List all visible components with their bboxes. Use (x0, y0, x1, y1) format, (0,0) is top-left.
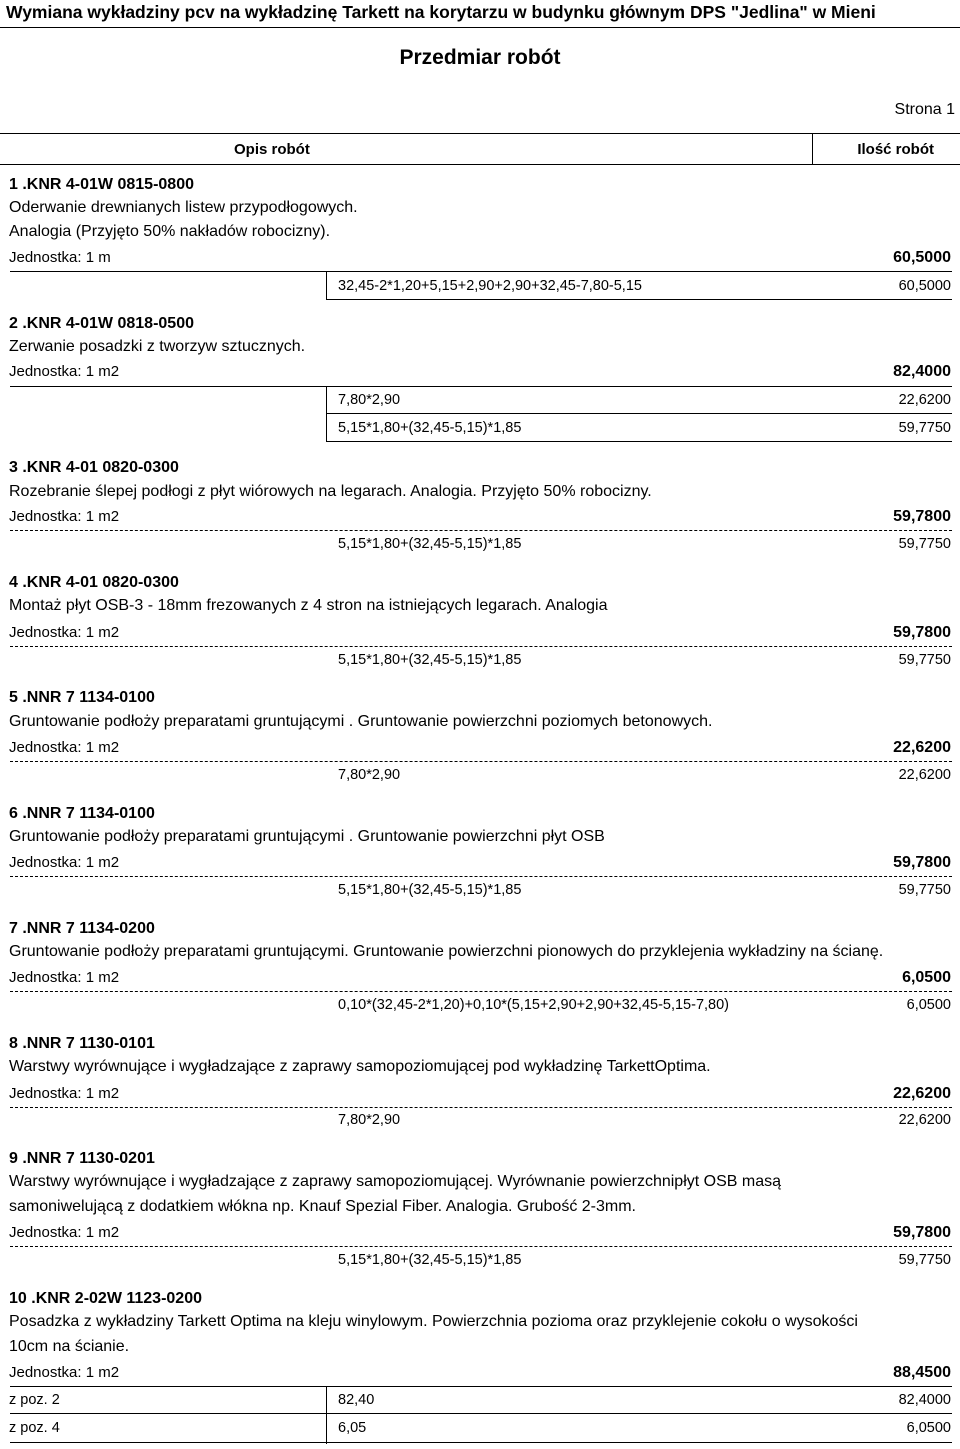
item-2-calc-1-rule (326, 413, 952, 414)
page-number: Strona 1 (894, 101, 955, 118)
item-8-calc-formula: 7,80*2,90 (338, 1112, 401, 1128)
item-6-calc-formula: 5,15*1,80+(32,45-5,15)*1,85 (338, 882, 522, 898)
item-4-unit: Jednostka: 1 m2 (9, 624, 120, 641)
page-title: Przedmiar robót (399, 46, 561, 69)
item-5-quantity: 22,6200 (893, 739, 951, 756)
item-8-unit: Jednostka: 1 m2 (9, 1085, 120, 1102)
item-2-calc-1-value: 22,6200 (898, 392, 951, 408)
item-7-code: 7 .NNR 7 1134-0200 (9, 920, 155, 937)
item-2-calc-2-rule (326, 441, 952, 442)
column-header-description: Opis robót (234, 141, 310, 158)
item-1-unit: Jednostka: 1 m (9, 249, 111, 266)
item-10-quantity: 88,4500 (893, 1364, 951, 1381)
item-2-calc-1-formula: 7,80*2,90 (338, 392, 401, 408)
document-header-title: Wymiana wykładziny pcv na wykładzinę Tarkett na korytarzu w budynku głównym DPS "Jedlina" w Mieni (6, 2, 876, 22)
item-6-calc-value: 59,7750 (898, 882, 951, 898)
item-5-code: 5 .NNR 7 1134-0100 (9, 689, 155, 706)
item-3-unit: Jednostka: 1 m2 (9, 508, 120, 525)
item-1-calc-formula: 32,45-2*1,20+5,15+2,90+2,90+32,45-7,80-5,15 (338, 278, 642, 294)
item-1-calc-rule (326, 299, 952, 300)
item-9-desc-line-2: samoniwelującą z dodatkiem włókna np. Knauf Spezial Fiber. Analogia. Grubość 2-3mm. (9, 1198, 636, 1215)
item-8-code: 8 .NNR 7 1130-0101 (9, 1035, 155, 1052)
item-2-calc-2-formula: 5,15*1,80+(32,45-5,15)*1,85 (338, 420, 522, 436)
item-8-calc-value: 22,6200 (898, 1112, 951, 1128)
item-4-calc-value: 59,7750 (898, 652, 951, 668)
item-3-calc-value: 59,7750 (898, 536, 951, 552)
item-10-calc-2-ref: z poz. 4 (9, 1420, 60, 1436)
item-10-vertical-rule (326, 1386, 327, 1444)
item-6-desc-line-1: Gruntowanie podłoży preparatami gruntującymi . Gruntowanie powierzchni płyt OSB (9, 828, 605, 845)
item-5-unit: Jednostka: 1 m2 (9, 739, 120, 756)
item-10-desc-line-2: 10cm na ścianie. (9, 1338, 130, 1355)
item-5-desc-line-1: Gruntowanie podłoży preparatami gruntującymi . Gruntowanie powierzchni poziomych betonowych. (9, 713, 713, 730)
column-header-bottom-rule (0, 164, 960, 165)
item-10-calc-1-value: 82,4000 (898, 1392, 951, 1408)
item-2-quantity: 82,4000 (893, 363, 951, 380)
column-divider (812, 133, 813, 165)
item-1-quantity: 60,5000 (893, 249, 951, 266)
item-10-calc-2-rule (10, 1442, 952, 1443)
item-10-calc-1-ref: z poz. 2 (9, 1392, 60, 1408)
item-2-vertical-rule (326, 386, 327, 442)
item-3-quantity: 59,7800 (893, 508, 951, 525)
item-2-unit: Jednostka: 1 m2 (9, 363, 120, 380)
item-9-calc-value: 59,7750 (898, 1252, 951, 1268)
item-10-unit: Jednostka: 1 m2 (9, 1364, 120, 1381)
item-10-calc-2-formula: 6,05 (338, 1420, 367, 1436)
item-1-desc-line-2: Analogia (Przyjęto 50% nakładów robocizny). (9, 223, 331, 240)
item-2-desc-line-1: Zerwanie posadzki z tworzyw sztucznych. (9, 338, 306, 355)
item-4-quantity: 59,7800 (893, 624, 951, 641)
item-3-calc-formula: 5,15*1,80+(32,45-5,15)*1,85 (338, 536, 522, 552)
item-2-calc-2-value: 59,7750 (898, 420, 951, 436)
item-9-code: 9 .NNR 7 1130-0201 (9, 1150, 155, 1167)
item-5-dashed-rule (10, 761, 952, 762)
item-3-desc-line-1: Rozebranie ślepej podłogi z płyt wiórowych na legarach. Analogia. Przyjęto 50% robocizny. (9, 483, 652, 500)
item-7-dashed-rule (10, 991, 952, 992)
item-9-desc-line-1: Warstwy wyrównujące i wygładzające z zaprawy samopoziomującej. Wyrównanie powierzchnipłyt OSB masą (9, 1173, 781, 1190)
item-10-rule (10, 1386, 952, 1387)
item-8-dashed-rule (10, 1107, 952, 1108)
item-6-unit: Jednostka: 1 m2 (9, 854, 120, 871)
column-header-top-rule (0, 133, 960, 134)
item-5-calc-value: 22,6200 (898, 767, 951, 783)
item-5-calc-formula: 7,80*2,90 (338, 767, 401, 783)
item-4-code: 4 .KNR 4-01 0820-0300 (9, 574, 179, 591)
item-2-rule (10, 386, 952, 387)
item-8-desc-line-1: Warstwy wyrównujące i wygładzające z zaprawy samopoziomującej pod wykładzinę TarkettOptima. (9, 1058, 711, 1075)
item-8-quantity: 22,6200 (893, 1085, 951, 1102)
item-1-vertical-rule (326, 271, 327, 300)
item-10-calc-1-formula: 82,40 (338, 1392, 375, 1408)
item-10-calc-2-value: 6,0500 (906, 1420, 951, 1436)
item-1-calc-value: 60,5000 (898, 278, 951, 294)
item-9-calc-formula: 5,15*1,80+(32,45-5,15)*1,85 (338, 1252, 522, 1268)
item-7-calc-formula: 0,10*(32,45-2*1,20)+0,10*(5,15+2,90+2,90+32,45-5,15-7,80) (338, 997, 730, 1013)
item-6-dashed-rule (10, 876, 952, 877)
item-7-quantity: 6,0500 (902, 969, 951, 986)
item-7-desc-line-1: Gruntowanie podłoży preparatami gruntującymi. Gruntowanie powierzchni pionowych do przyklejenia wykładziny na ścianę. (9, 943, 884, 960)
item-4-desc-line-1: Montaż płyt OSB-3 - 18mm frezowanych z 4 stron na istniejących legarach. Analogia (9, 597, 608, 614)
item-10-calc-1-rule (10, 1413, 952, 1414)
item-10-desc-line-1: Posadzka z wykładziny Tarkett Optima na kleju winylowym. Powierzchnia pozioma oraz przyklejenie cokołu o wysokości (9, 1313, 858, 1330)
item-9-quantity: 59,7800 (893, 1224, 951, 1241)
item-4-dashed-rule (10, 646, 952, 647)
item-10-code: 10 .KNR 2-02W 1123-0200 (9, 1290, 202, 1307)
item-7-unit: Jednostka: 1 m2 (9, 969, 120, 986)
item-1-code: 1 .KNR 4-01W 0815-0800 (9, 176, 194, 193)
item-3-code: 3 .KNR 4-01 0820-0300 (9, 459, 179, 476)
item-2-code: 2 .KNR 4-01W 0818-0500 (9, 315, 194, 332)
item-9-dashed-rule (10, 1246, 952, 1247)
item-1-desc-line-1: Oderwanie drewnianych listew przypodłogowych. (9, 199, 358, 216)
item-6-code: 6 .NNR 7 1134-0100 (9, 805, 155, 822)
item-3-dashed-rule (10, 530, 952, 531)
item-1-rule (10, 271, 952, 272)
item-7-calc-value: 6,0500 (906, 997, 951, 1013)
column-header-quantity: Ilość robót (857, 141, 934, 158)
header-rule (0, 27, 960, 28)
item-9-unit: Jednostka: 1 m2 (9, 1224, 120, 1241)
item-6-quantity: 59,7800 (893, 854, 951, 871)
item-4-calc-formula: 5,15*1,80+(32,45-5,15)*1,85 (338, 652, 522, 668)
